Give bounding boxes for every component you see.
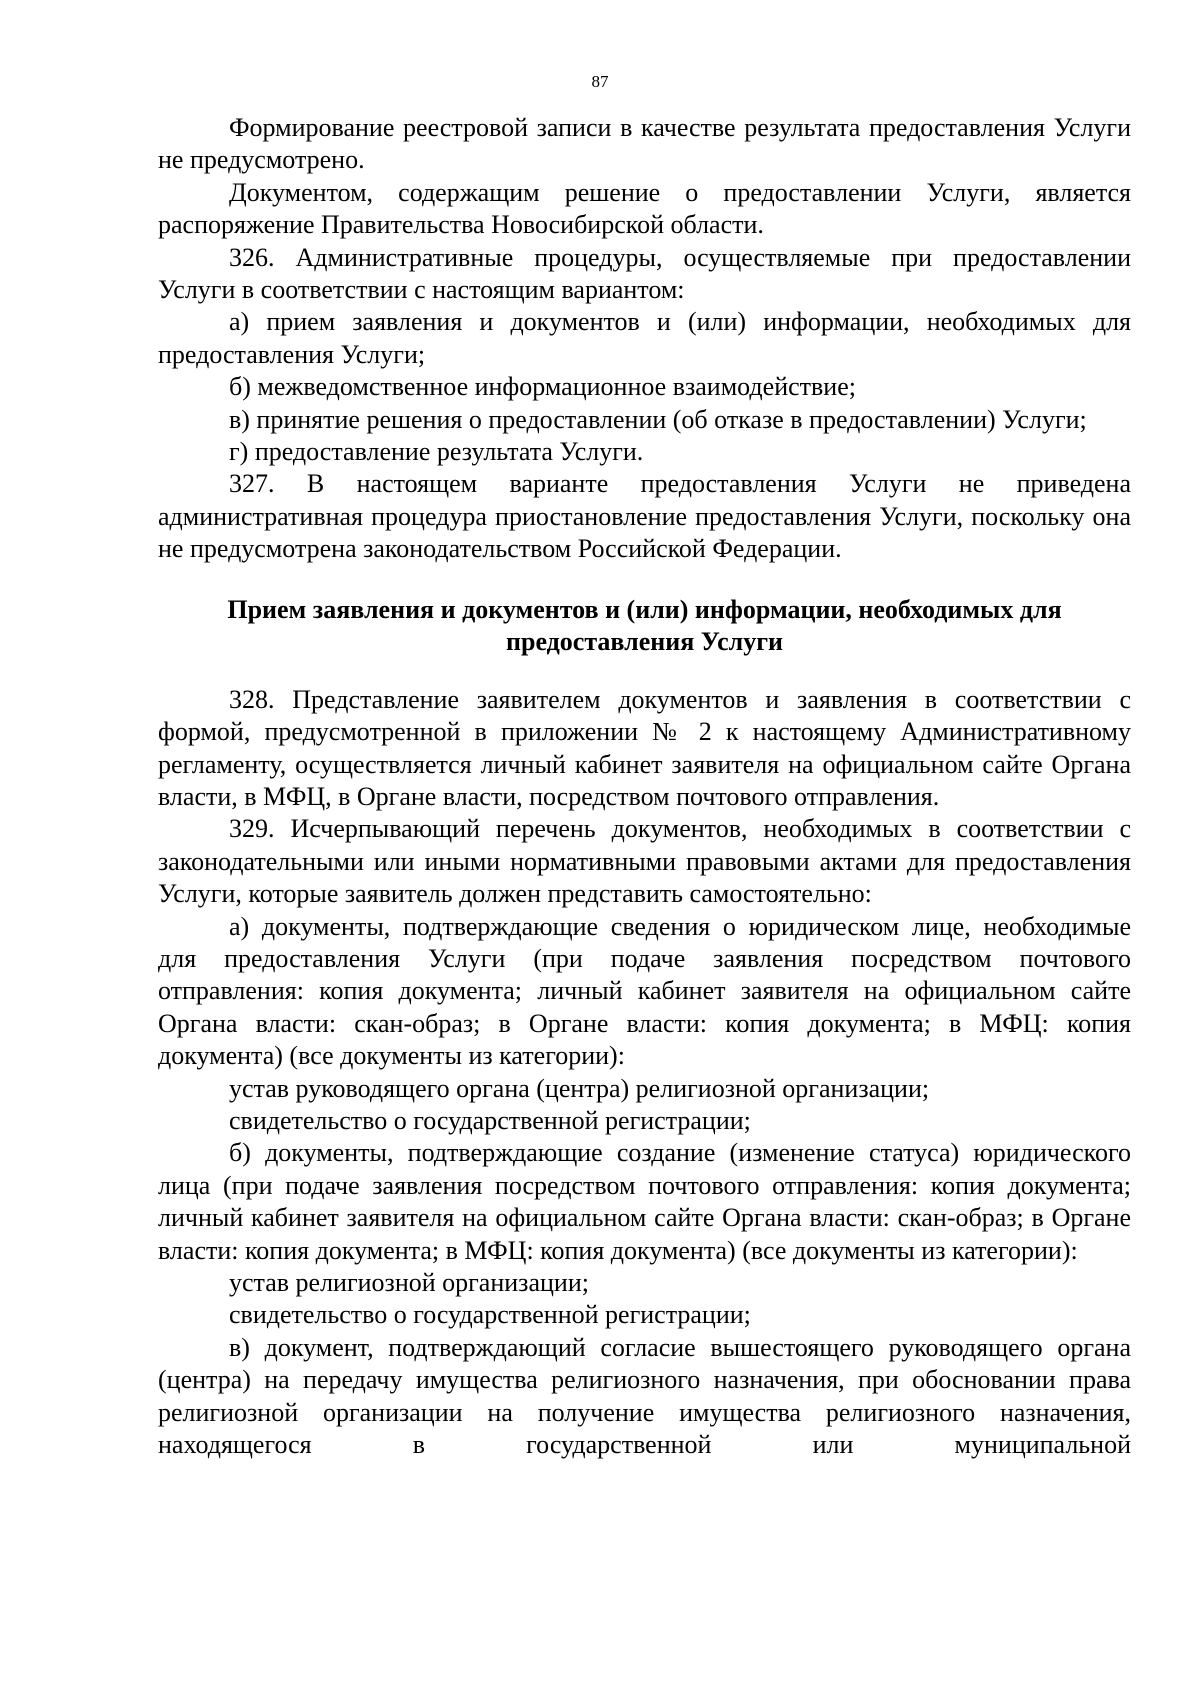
list-subitem-charter-religious-org: устав религиозной организации;: [229, 1268, 589, 1297]
list-subitem-registration-certificate: свидетельство о государственной регистрации;: [229, 1105, 751, 1135]
paragraph-329: 329. Исчерпывающий перечень документов, необходимых в соответствии с законодательными или иными нормативными правовыми актами для предоставления Услуги, которые заявитель должен представить самостоятельно:: [158, 814, 1131, 909]
list-item-326-v: в) принятие решения о предоставлении (об отказе в предоставлении) Услуги;: [229, 404, 1087, 434]
section-heading: Прием заявления и документов и (или) информации, необходимых для предоставления Услуги: [227, 594, 1062, 656]
list-subitem-charter-governing-body: устав руководящего органа (центра) религиозной организации;: [229, 1073, 930, 1103]
paragraph-328: 328. Представление заявителем документов и заявления в соответствии с формой, предусмотренной в приложении № 2 к настоящему Административному регламенту, осуществляется личный кабинет заявителя на официальном сайте Органа власти, в МФЦ, в Органе власти, посредством почтового отправления.: [158, 684, 1131, 811]
document-body: [158, 112, 1131, 1461]
list-item-329-a: а) документы, подтверждающие сведения о юридическом лице, необходимые для предоставления Услуги (при подаче заявления посредством почтового отправления: копия документа; личный кабинет заявителя на официальном сайте Органа власти: скан-образ; в Органе власти: копия документа; в МФЦ: копия документа) (все документы из категории):: [158, 911, 1131, 1071]
list-item-326-a: а) прием заявления и документов и (или) информации, необходимых для предоставления Услуги;: [158, 307, 1131, 369]
paragraph-registry-record: Формирование реестровой записи в качестве результата предоставления Услуги не предусмотрено.: [158, 113, 1131, 175]
page-number: 87: [591, 72, 609, 91]
paragraph-327: 327. В настоящем варианте предоставления Услуги не приведена административная процедура приостановление предоставления Услуги, поскольку она не предусмотрена законодательством Российской Федерации.: [158, 469, 1131, 564]
list-item-329-v: в) документ, подтверждающий согласие вышестоящего руководящего органа (центра) на передачу имущества религиозного назначения, при обосновании права религиозной организации на получение имущества религиозного назначения, находящегося в государственной или муниципальной: [158, 1332, 1131, 1460]
list-subitem-registration-certificate-2: свидетельство о государственной регистрации;: [229, 1300, 751, 1330]
list-item-326-g: г) предоставление результата Услуги.: [229, 437, 644, 467]
list-item-326-b: б) межведомственное информационное взаимодействие;: [229, 372, 856, 402]
list-item-329-b: б) документы, подтверждающие создание (изменение статуса) юридического лица (при подаче заявления посредством почтового отправления: копия документа; личный кабинет заявителя на официальном сайте Органа власти: скан-образ; в Органе власти: копия документа; в МФЦ: копия документа) (все документы из категории):: [158, 1138, 1131, 1265]
paragraph-decision-document: Документом, содержащим решение о предоставлении Услуги, является распоряжение Правительства Новосибирской области.: [158, 177, 1131, 240]
paragraph-326: 326. Административные процедуры, осуществляемые при предоставлении Услуги в соответствии с настоящим вариантом:: [158, 242, 1131, 305]
